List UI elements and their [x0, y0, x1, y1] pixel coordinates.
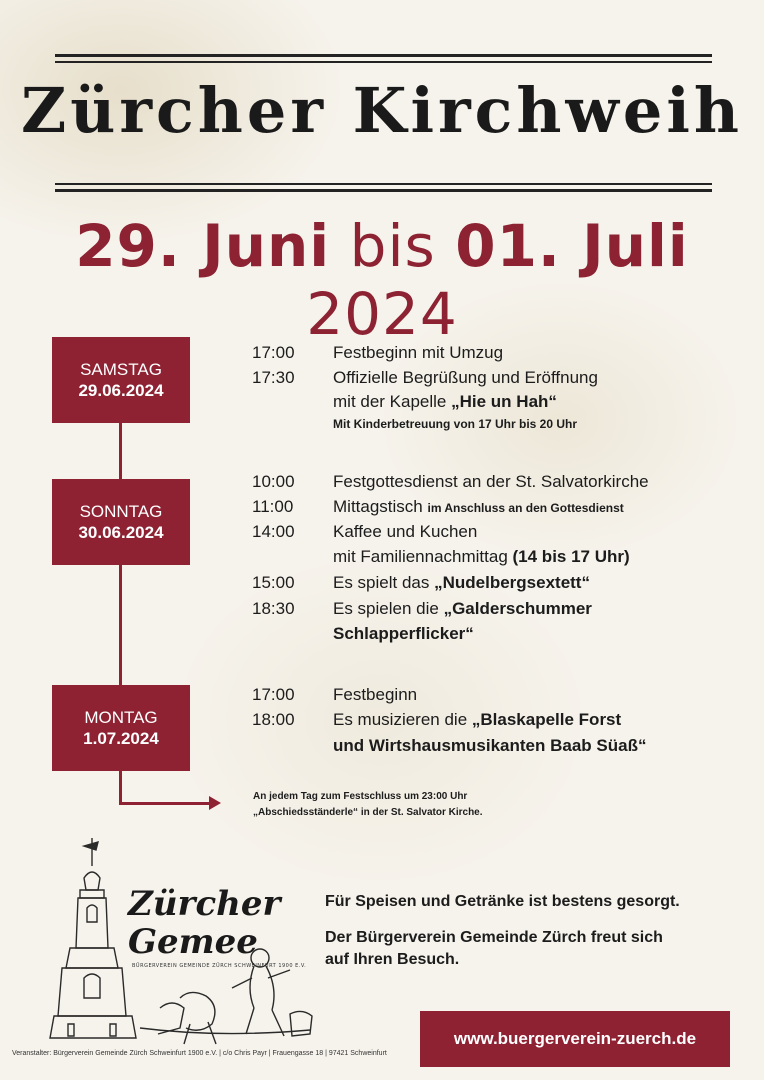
event-text: Festgottesdienst an der St. Salvatorkirche — [333, 472, 649, 491]
day-weekday: MONTAG — [84, 708, 158, 727]
event-time: 10:00 — [252, 472, 295, 491]
closing-note — [253, 789, 483, 821]
event-time: 17:00 — [252, 343, 295, 362]
top-rule-1 — [55, 54, 712, 57]
event-time: 17:30 — [252, 368, 295, 387]
event-dates — [0, 212, 764, 348]
day-box-sunday — [52, 479, 190, 565]
welcome-line1: Der Bürgerverein Gemeinde Zürch freut sich — [325, 929, 663, 946]
club-logo — [128, 885, 280, 961]
day-weekday: SONNTAG — [79, 502, 163, 521]
arrow-right-icon — [209, 796, 221, 810]
event-time: 18:00 — [252, 710, 295, 729]
event-highlight: „Nudelbergsextett“ — [434, 573, 590, 592]
event-text: Kaffee und Kuchen — [333, 522, 478, 541]
poster-title: Zürcher Kirchweih — [21, 74, 743, 147]
closing-note-line2: „Abschiedsständerle“ in der St. Salvator Kirche. — [253, 807, 483, 818]
logo-subtitle: BÜRGERVEREIN GEMEINDE ZÜRCH SCHWEINFURT 1900 E.V. — [132, 963, 307, 969]
event-highlight: Schlapperflicker“ — [333, 624, 474, 643]
day-date: 30.06.2024 — [78, 523, 164, 542]
day-box-monday — [52, 685, 190, 771]
event-time: 15:00 — [252, 573, 295, 592]
website-link[interactable]: www.buergerverein-zuerch.de — [420, 1011, 730, 1067]
date-year: 2024 — [306, 280, 458, 348]
timeline-line-1 — [119, 423, 122, 479]
day-weekday: SAMSTAG — [80, 360, 162, 379]
bottom-rule-2 — [55, 189, 712, 192]
event-time: 14:00 — [252, 522, 295, 541]
date-start: 29. Juni — [75, 212, 331, 280]
welcome-note — [325, 927, 663, 971]
food-note: Für Speisen und Getränke ist bestens gesorgt. — [325, 893, 680, 910]
timeline-line-2 — [119, 565, 122, 685]
event-text: mit der Kapelle — [333, 392, 452, 411]
event-text: Mittagstisch — [333, 497, 428, 516]
event-time: 11:00 — [252, 497, 294, 516]
welcome-line2: auf Ihren Besuch. — [325, 951, 460, 968]
logo-line2: Gemee — [128, 922, 258, 962]
timeline-arrow-line — [119, 802, 211, 805]
event-highlight: „Blaskapelle Forst — [471, 710, 622, 729]
event-text: Es spielen die — [333, 599, 444, 618]
date-end: 01. Juli — [455, 212, 689, 280]
event-text: Offizielle Begrüßung und Eröffnung — [333, 368, 598, 387]
day-date: 1.07.2024 — [83, 729, 159, 748]
event-text: Festbeginn — [333, 685, 418, 704]
event-note: im Anschluss an den Gottesdienst — [427, 501, 624, 515]
event-time: 18:30 — [252, 599, 295, 618]
day-date: 29.06.2024 — [78, 381, 164, 400]
closing-note-line1: An jedem Tag zum Festschluss um 23:00 Uhr — [253, 791, 468, 802]
top-rule-2 — [55, 61, 712, 63]
logo-line1: Zürcher — [128, 884, 281, 924]
bottom-rule-1 — [55, 183, 712, 185]
day-box-saturday — [52, 337, 190, 423]
event-time: 17:00 — [252, 685, 295, 704]
event-highlight: (14 bis 17 Uhr) — [512, 547, 630, 566]
event-text: Festbeginn mit Umzug — [333, 343, 504, 362]
event-highlight: „Hie un Hah“ — [451, 392, 557, 411]
event-text: Es spielt das — [333, 573, 435, 592]
event-highlight: „Galderschummer — [443, 599, 592, 618]
event-highlight: und Wirtshausmusikanten Baab Süaß“ — [333, 736, 647, 755]
date-connector: bis — [349, 212, 436, 280]
event-text: mit Familiennachmittag — [333, 547, 513, 566]
event-note: Mit Kinderbetreuung von 17 Uhr bis 20 Uhr — [333, 417, 578, 431]
footer-organizer: Veranstalter: Bürgerverein Gemeinde Zürch Schweinfurt 1900 e.V. | c/o Chris Payr | Frauengasse 18 | 97421 Schweinfurt — [12, 1050, 387, 1057]
timeline-line-3 — [119, 771, 122, 805]
event-text: Es musizieren die — [333, 710, 472, 729]
